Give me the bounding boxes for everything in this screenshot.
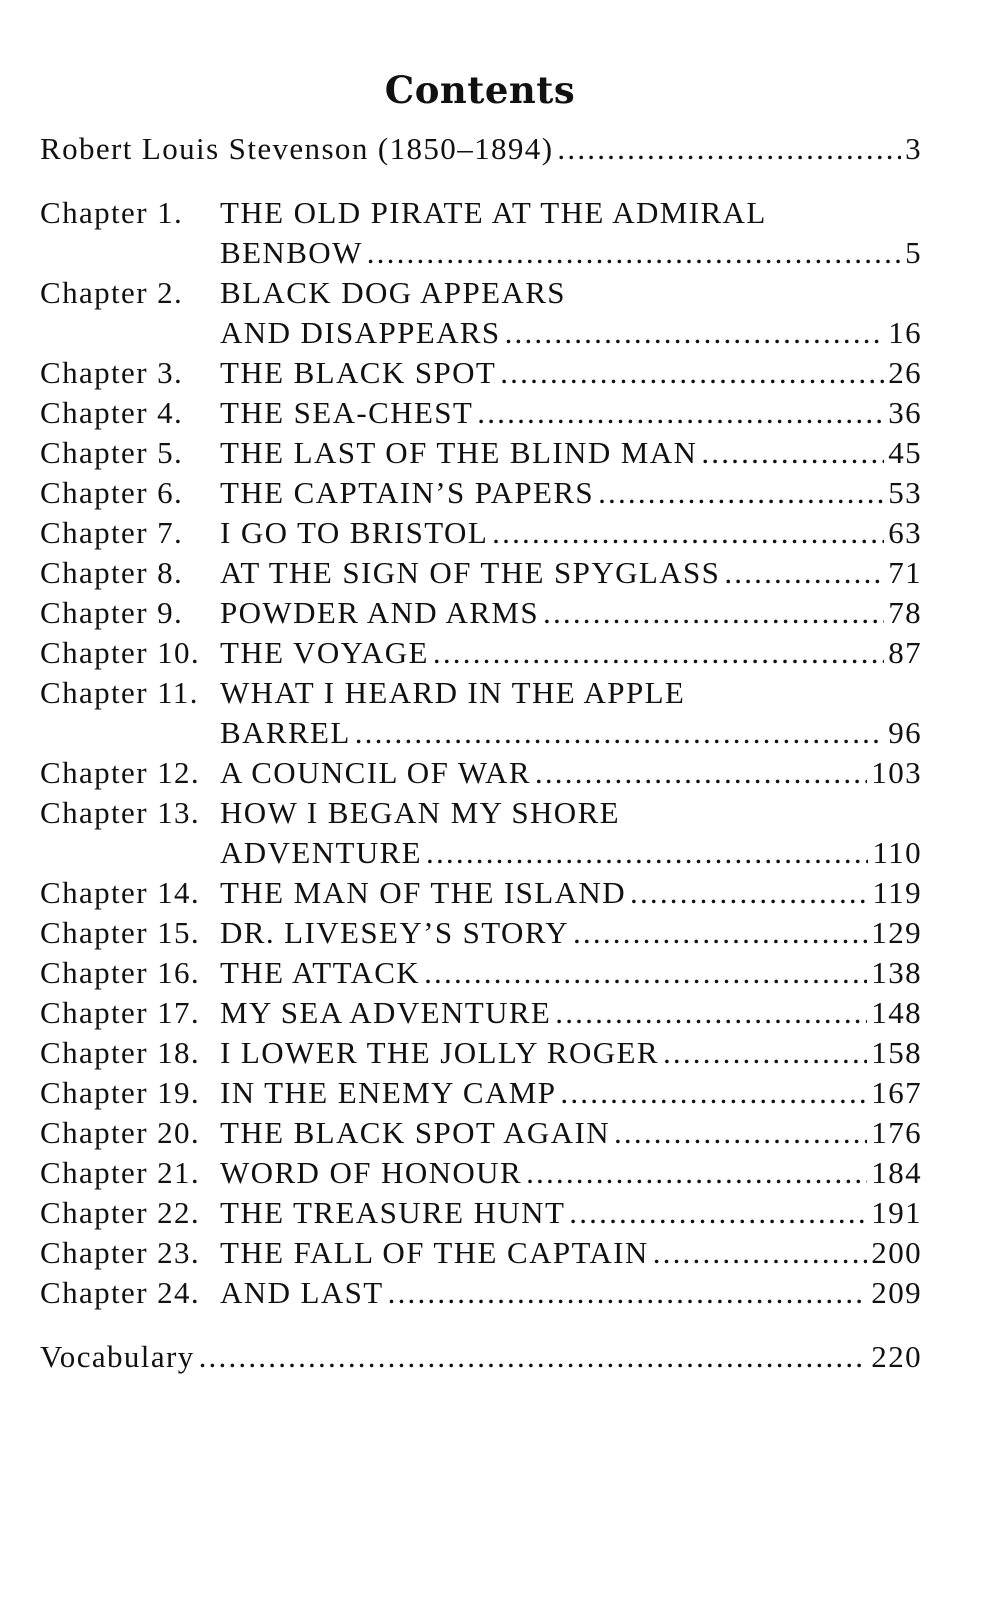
dot-leader xyxy=(569,1193,867,1233)
toc-page-number: 16 xyxy=(888,315,922,350)
chapter-label: Chapter 16. xyxy=(40,955,201,990)
chapter-title: BLACK DOG APPEARS xyxy=(220,275,566,310)
dot-leader xyxy=(355,713,884,753)
chapter-title-block xyxy=(220,193,922,273)
chapter-title-line xyxy=(220,273,922,313)
dot-leader xyxy=(492,513,884,553)
toc-entry-chapter xyxy=(40,353,922,393)
chapter-title: THE BLACK SPOT xyxy=(220,355,497,390)
toc-page-number: 26 xyxy=(888,355,922,390)
chapter-title: THE CAPTAIN’S PAPERS xyxy=(220,475,595,510)
chapter-title-block xyxy=(220,433,922,473)
toc-page-number: 110 xyxy=(872,835,922,870)
chapter-title-line xyxy=(220,433,922,473)
chapter-title-block xyxy=(220,913,922,953)
chapter-title-line xyxy=(220,1153,922,1193)
chapter-title-line xyxy=(220,1073,922,1113)
chapter-label: Chapter 3. xyxy=(40,355,184,390)
toc-entry-chapter xyxy=(40,513,922,553)
toc-entry-chapter xyxy=(40,753,922,793)
toc-page-number: 3 xyxy=(905,131,922,166)
chapter-title-line xyxy=(220,353,922,393)
chapter-title-line xyxy=(220,913,922,953)
chapter-title: AND DISAPPEARS xyxy=(220,315,501,350)
chapter-title-block xyxy=(220,1073,922,1113)
chapter-label: Chapter 18. xyxy=(40,1035,201,1070)
chapter-title-block xyxy=(220,593,922,633)
chapter-title: AT THE SIGN OF THE SPYGLASS xyxy=(220,555,721,590)
chapter-title-block xyxy=(220,993,922,1033)
dot-leader xyxy=(535,753,867,793)
chapter-title: MY SEA ADVENTURE xyxy=(220,995,552,1030)
toc-entry-chapter xyxy=(40,793,922,873)
chapter-title-block xyxy=(220,1273,922,1313)
chapter-title-line xyxy=(220,1273,922,1313)
chapter-title: BARREL xyxy=(220,715,351,750)
toc-entry-chapter xyxy=(40,1233,922,1273)
chapter-label: Chapter 21. xyxy=(40,1155,201,1190)
chapter-title-block xyxy=(220,1153,922,1193)
dot-leader xyxy=(598,473,884,513)
chapter-title: AND LAST xyxy=(220,1275,384,1310)
toc-page-number: 96 xyxy=(888,715,922,750)
toc-page-number: 138 xyxy=(871,955,922,990)
toc-page-number: 5 xyxy=(905,235,922,270)
chapter-title-line xyxy=(220,1233,922,1273)
toc-page-number: 129 xyxy=(871,915,922,950)
chapter-title: THE MAN OF THE ISLAND xyxy=(220,875,626,910)
chapter-title-line xyxy=(220,793,922,833)
toc-page-number: 191 xyxy=(871,1195,922,1230)
toc-page-number: 71 xyxy=(888,555,922,590)
chapter-title: THE FALL OF THE CAPTAIN xyxy=(220,1235,649,1270)
dot-leader xyxy=(505,313,885,353)
chapter-label: Chapter 8. xyxy=(40,555,184,590)
chapter-title-block xyxy=(220,393,922,433)
toc-entry-chapter xyxy=(40,1193,922,1233)
toc-entry-chapter xyxy=(40,473,922,513)
chapter-label: Chapter 19. xyxy=(40,1075,201,1110)
chapter-title-line xyxy=(220,953,922,993)
toc-entry-title: Robert Louis Stevenson (1850–1894) xyxy=(40,131,554,166)
toc-entry-chapter xyxy=(40,1273,922,1313)
toc-page-number: 119 xyxy=(872,875,922,910)
chapter-title-block xyxy=(220,633,922,673)
chapter-label: Chapter 24. xyxy=(40,1275,201,1310)
chapter-title-block xyxy=(220,873,922,913)
chapter-title-block xyxy=(220,273,922,353)
chapter-label: Chapter 20. xyxy=(40,1115,201,1150)
toc-entry-chapter xyxy=(40,1033,922,1073)
chapter-title-block xyxy=(220,473,922,513)
dot-leader xyxy=(573,913,867,953)
dot-leader xyxy=(560,1073,867,1113)
chapter-title-line xyxy=(220,593,922,633)
chapter-title-line xyxy=(220,193,922,233)
dot-leader xyxy=(500,353,884,393)
chapter-label: Chapter 11. xyxy=(40,675,199,710)
toc-entry-chapter xyxy=(40,273,922,353)
chapter-list xyxy=(40,193,922,1313)
dot-leader xyxy=(367,233,901,273)
chapter-title: THE LAST OF THE BLIND MAN xyxy=(220,435,698,470)
toc-page-number: 63 xyxy=(888,515,922,550)
chapter-label: Chapter 1. xyxy=(40,195,184,230)
toc-entry-title: Vocabulary xyxy=(40,1339,195,1374)
chapter-label: Chapter 6. xyxy=(40,475,184,510)
chapter-label: Chapter 9. xyxy=(40,595,184,630)
chapter-title-block xyxy=(220,753,922,793)
chapter-label: Chapter 13. xyxy=(40,795,201,830)
chapter-title-block xyxy=(220,1233,922,1273)
chapter-title: THE TREASURE HUNT xyxy=(220,1195,566,1230)
chapter-title: WHAT I HEARD IN THE APPLE xyxy=(220,675,686,710)
chapter-label: Chapter 10. xyxy=(40,635,201,670)
chapter-label: Chapter 14. xyxy=(40,875,201,910)
dot-leader xyxy=(543,593,884,633)
toc-page-number: 200 xyxy=(871,1235,922,1270)
dot-leader xyxy=(555,993,867,1033)
chapter-title-line xyxy=(220,513,922,553)
chapter-title: HOW I BEGAN MY SHORE xyxy=(220,795,620,830)
toc-entry-chapter xyxy=(40,393,922,433)
chapter-title: POWDER AND ARMS xyxy=(220,595,539,630)
toc-page-number: 45 xyxy=(888,435,922,470)
chapter-title-line xyxy=(220,1113,922,1153)
chapter-title-line xyxy=(220,553,922,593)
chapter-label: Chapter 17. xyxy=(40,995,201,1030)
chapter-title-line xyxy=(220,473,922,513)
dot-leader xyxy=(526,1153,867,1193)
toc-page-number: 176 xyxy=(871,1115,922,1150)
toc-entry-chapter xyxy=(40,673,922,753)
chapter-title: ADVENTURE xyxy=(220,835,423,870)
chapter-title-block xyxy=(220,1113,922,1153)
toc-entry-chapter xyxy=(40,993,922,1033)
toc-entry-chapter xyxy=(40,1073,922,1113)
chapter-title-line xyxy=(220,1193,922,1233)
dot-leader xyxy=(388,1273,868,1313)
dot-leader xyxy=(433,633,884,673)
chapter-label: Chapter 22. xyxy=(40,1195,201,1230)
toc-entry-chapter xyxy=(40,553,922,593)
toc-entry-chapter xyxy=(40,913,922,953)
chapter-title-block xyxy=(220,953,922,993)
chapter-title-block xyxy=(220,1033,922,1073)
dot-leader xyxy=(557,129,901,169)
chapter-label: Chapter 2. xyxy=(40,275,184,310)
chapter-title-block xyxy=(220,1193,922,1233)
dot-leader xyxy=(653,1233,868,1273)
toc-entry-chapter xyxy=(40,593,922,633)
chapter-title: I GO TO BRISTOL xyxy=(220,515,489,550)
toc-entry-intro xyxy=(40,129,922,169)
chapter-title: WORD OF HONOUR xyxy=(220,1155,523,1190)
dot-leader xyxy=(663,1033,867,1073)
chapter-label: Chapter 23. xyxy=(40,1235,201,1270)
toc-page-number: 167 xyxy=(871,1075,922,1110)
chapter-title-line xyxy=(220,393,922,433)
chapter-label: Chapter 4. xyxy=(40,395,184,430)
chapter-label: Chapter 5. xyxy=(40,435,184,470)
dot-leader xyxy=(424,953,867,993)
chapter-title: A COUNCIL OF WAR xyxy=(220,755,531,790)
dot-leader xyxy=(199,1337,868,1377)
chapter-title: I LOWER THE JOLLY ROGER xyxy=(220,1035,659,1070)
chapter-label: Chapter 12. xyxy=(40,755,201,790)
toc-entry-chapter xyxy=(40,953,922,993)
chapter-title: IN THE ENEMY CAMP xyxy=(220,1075,557,1110)
toc-page-number: 209 xyxy=(871,1275,922,1310)
toc-page-number: 53 xyxy=(888,475,922,510)
chapter-title-block xyxy=(220,673,922,753)
chapter-title: THE SEA-CHEST xyxy=(220,395,474,430)
chapter-title-line xyxy=(220,233,922,273)
toc-page-number: 184 xyxy=(871,1155,922,1190)
dot-leader xyxy=(614,1113,867,1153)
toc-page-number: 36 xyxy=(888,395,922,430)
chapter-title-line xyxy=(220,313,922,353)
chapter-title: DR. LIVESEY’S STORY xyxy=(220,915,569,950)
toc-page-number: 220 xyxy=(871,1339,922,1374)
chapter-title-line xyxy=(220,633,922,673)
toc-page-number: 78 xyxy=(888,595,922,630)
chapter-title: BENBOW xyxy=(220,235,363,270)
dot-leader xyxy=(426,833,868,873)
chapter-title: THE VOYAGE xyxy=(220,635,429,670)
chapter-title-line xyxy=(220,1033,922,1073)
toc-page-number: 148 xyxy=(871,995,922,1030)
chapter-title-line xyxy=(220,873,922,913)
dot-leader xyxy=(701,433,884,473)
table-of-contents xyxy=(40,129,922,1377)
chapter-title-line xyxy=(220,993,922,1033)
toc-entry-chapter xyxy=(40,1153,922,1193)
chapter-title-block xyxy=(220,353,922,393)
chapter-title-line xyxy=(220,713,922,753)
toc-entry-chapter xyxy=(40,433,922,473)
chapter-title-block xyxy=(220,793,922,873)
toc-page-number: 103 xyxy=(871,755,922,790)
dot-leader xyxy=(630,873,868,913)
chapter-title-line xyxy=(220,833,922,873)
chapter-title: THE BLACK SPOT AGAIN xyxy=(220,1115,610,1150)
chapter-title-block xyxy=(220,553,922,593)
toc-page-number: 158 xyxy=(871,1035,922,1070)
chapter-title: THE OLD PIRATE AT THE ADMIRAL xyxy=(220,195,767,230)
toc-entry-chapter xyxy=(40,873,922,913)
toc-entry-chapter xyxy=(40,633,922,673)
chapter-title-line xyxy=(220,673,922,713)
dot-leader xyxy=(724,553,884,593)
chapter-label: Chapter 7. xyxy=(40,515,184,550)
toc-entry-chapter xyxy=(40,193,922,273)
toc-page-number: 87 xyxy=(888,635,922,670)
chapter-title-block xyxy=(220,513,922,553)
page-title: Contents xyxy=(384,68,576,112)
toc-entry-chapter xyxy=(40,1113,922,1153)
chapter-title: THE ATTACK xyxy=(220,955,421,990)
chapter-title-line xyxy=(220,753,922,793)
chapter-label: Chapter 15. xyxy=(40,915,201,950)
dot-leader xyxy=(477,393,884,433)
toc-entry-vocabulary xyxy=(40,1337,922,1377)
